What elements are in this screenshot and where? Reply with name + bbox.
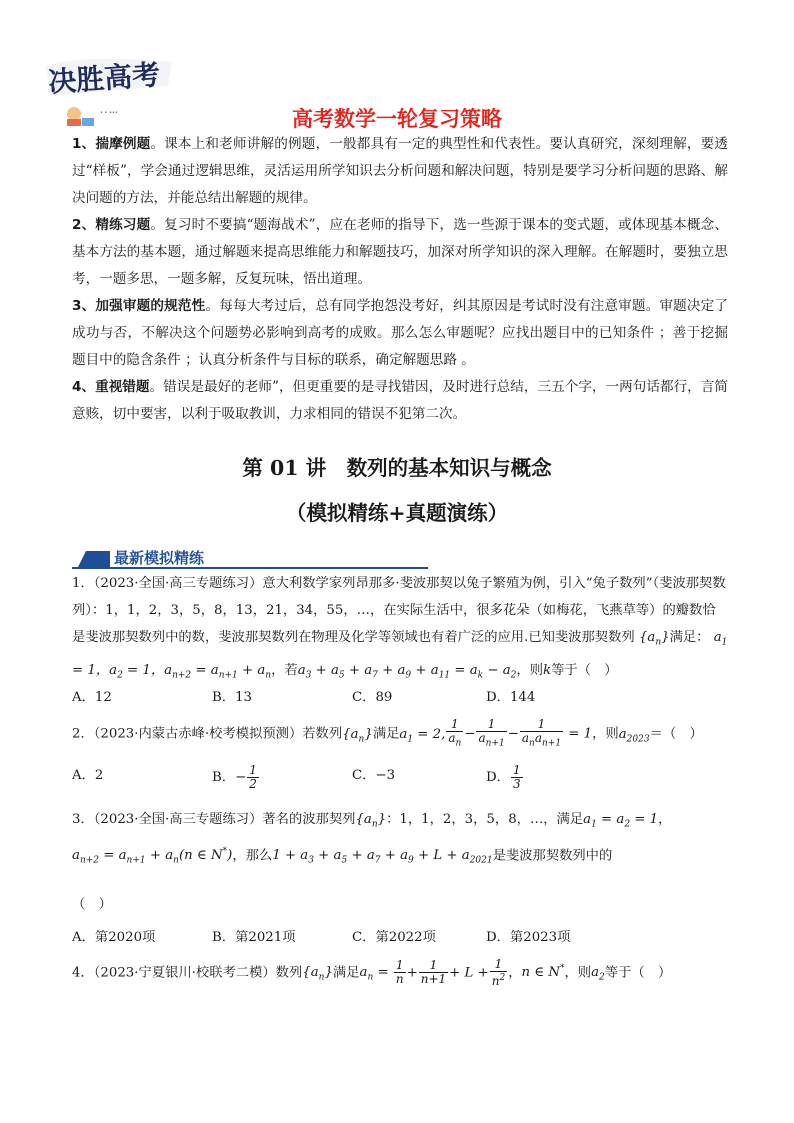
strategy-item-2: 2、精练习题。复习时不要搞“题海战术”，应在老师的指导下，选一些源于课本的变式题，或体现基本概念、基本方法的基本题，通过解题来提高思维能力和解题技巧，加深对所学知识的深入理解。在解题时，要独立思考，一题多思，一题多解，反复玩味，悟出道理。 [72,217,728,287]
question-1: 1．（2023·全国·高三专题练习）意大利数学家列昂那多·斐波那契以兔子繁殖为例，引入“兔子数列”（斐波那契数列）：1，1，2，3，5，8，13，21，34，55，…，在实际生活中，很多花朵（如梅花，飞燕草等）的瓣数恰是斐波那契数列中的数，斐波那契数列在物理及化学等领域也有着广泛的应用.已知斐波那契数列 $\{a_n\}$满足： $a_1 = 1$，$a_2 = 1$，$a_{n+2} = a_{n+1} + a_n$，若$a_3 + a_5 + a_7 + a_9 + a_{11} = a_k - a_2$，则k等于（ ） [72,576,728,681]
option-a[interactable]: A．12 [72,690,112,705]
option-c[interactable]: C．89 [352,690,393,705]
option-c[interactable]: C．−3 [352,768,396,783]
option-d[interactable]: D．第2023项 [486,930,571,945]
option-b[interactable]: B．− $\frac{1}{2}$ [212,763,257,791]
sequence-symbol: $\{a_n\}$ [638,630,670,648]
section-header [72,547,432,569]
question-1-sum: $a_3 + a_5 + a_7 + a_9 + a_{11} = a_k - a_2$ [297,662,517,681]
question-2-options [72,763,672,791]
strategy-item-4: 4、重视错题。错误是最好的老师”，但更重要的是寻找错因，及时进行总结，三五个字，一两句话都行，言简意赅，切中要害，以利于吸取教训，力求相同的错误不犯第二次。 [72,379,728,422]
question-3: 3．（2023·全国·高三专题练习）著名的波那契列$\{a_n\}$：1，1，2，3，5，8，…，满足$a_1 = a_2 = 1$， $a_{n+2} = a_{n+1} + a_n(n$ ∈ N*)，那么$1 + a_3 + a_5 + a_7 + a_9 + L + a_{2021}$是斐波那契数列中的 [72,812,672,866]
question-4-formula: $a_n$ = [359,965,393,984]
option-a[interactable]: A．2 [72,768,104,783]
section-bar-icon [78,551,110,567]
logo-text: 决胜高考 [47,58,162,99]
option-d[interactable]: D． $\frac{1}{3}$ [486,763,521,791]
question-1-stem: 1．（2023·全国·高三专题练习）意大利数学家列昂那多·斐波那契以兔子繁殖为例，引入“兔子数列”（斐波那契数列）：1，1，2，3，5，8，13，21，34，55，…，在实际生活中，很多花朵（如梅花，飞燕草等）的瓣数恰是斐波那契数列中的数，斐波那契数列在物理及化学等领域也有着广泛的应用.已知斐波那契数列 [72,576,726,645]
strategy-item-3: 3、加强审题的规范性。每每大考过后，总有同学抱怨没考好，纠其原因是考试时没有注意审题。审题决定了成功与否，不解决这个问题势必影响到高考的成败。那么怎么审题呢？应找出题目中的已知条件 ；善于挖掘题目中的隐含条件 ；认真分析条件与目标的联系，确定解题思路 。 [72,298,728,368]
section-title: 最新模拟精练 [114,549,205,567]
svg-text:• • •••: • • ••• [100,110,118,116]
question-2-formula: $a_1 = 2$, [399,726,446,745]
question-3-options [72,926,672,950]
option-c[interactable]: C．第2022项 [352,930,436,945]
option-a[interactable]: A．第2020项 [72,930,156,945]
document-title: 高考数学一轮复习策略 [292,107,502,131]
lecture-title: 第 01 讲 数列的基本知识与概念 [242,456,552,480]
question-1-options [72,686,672,710]
question-1-formula: $a_1 = 1$，$a_2 = 1$，$a_{n+2} = a_{n+1} + a_n$ [72,630,728,681]
question-4: 4．（2023·宁夏银川·校联考二模）数列$\{a_n\}$满足$a_n$ = $\frac{1}{n}$ + $\frac{1}{n+1}$ + L + $\frac{1}{n^2}$ ，n ∈ N*，则$a_2$等于（ ） [72,956,672,988]
strategy-item-1: 1、揣摩例题。课本上和老师讲解的例题，一般都具有一定的典型性和代表性。要认真研究，深刻理解，要透过“样板”，学会通过逻辑思维，灵活运用所学知识去分析问题和解决问题，特别是要学习分析问题的思路、解决问题的方法，并能总结出解题的规律。 [72,136,728,206]
option-b[interactable]: B．13 [212,690,252,705]
question-3-paren: （ ） [72,897,112,912]
option-d[interactable]: D．144 [486,690,536,705]
question-3-formula: $a_{n+2} = a_{n+1} + a_n(n$ ∈ N*) [72,846,233,866]
lecture-subtitle: （模拟精练+真题演练） [285,501,509,525]
option-b[interactable]: B．第2021项 [212,930,296,945]
question-2: 2．（2023·内蒙古赤峰·校考模拟预测）若数列$\{a_n\}$满足$a_1 = 2$, $\frac{1}{a_n}$ − $\frac{1}{a_{n+1}}$ − $\frac{1}{a_na_{n+1}}$ = 1，则$a_{2023}=$（ ） [72,717,703,749]
